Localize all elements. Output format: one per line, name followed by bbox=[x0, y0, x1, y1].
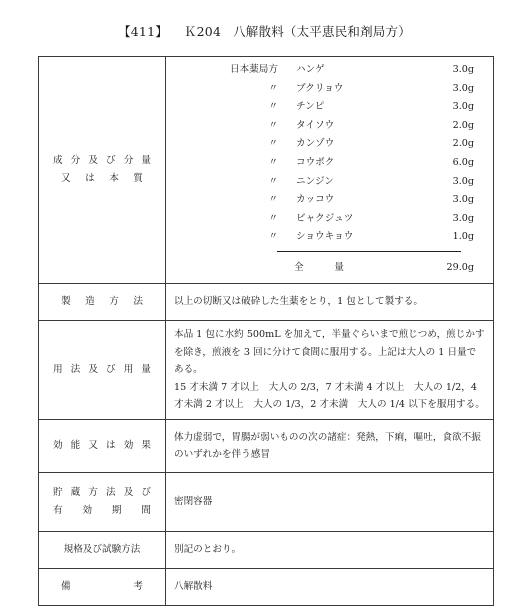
ingredient-source: 〃 bbox=[268, 231, 278, 243]
efficacy-value: 体力虚弱で，胃腸が弱いものの次の諸症：発熱，下痢，嘔吐，食欲不振のいずれかを伴う感冒 bbox=[166, 420, 494, 473]
ingredient-name: カンゾウ bbox=[296, 138, 335, 150]
manufacturing-label: 製造方法 bbox=[39, 284, 166, 321]
dosage-text-children: 15 才未満 7 才以上 大人の 2/3，7 才未満 4 才以上 大人の 1/2，4 才未満 2 才以上 大人の 1/3，2 才未満 大人の 1/4 以下を服用する。 bbox=[174, 381, 485, 411]
ingredient-row bbox=[174, 80, 485, 98]
ingredient-row bbox=[174, 98, 485, 116]
standards-value: 別記のとおり。 bbox=[166, 532, 494, 569]
standards-label: 規格及び試験方法 bbox=[39, 532, 166, 569]
total-underline bbox=[277, 251, 461, 252]
ingredient-row bbox=[174, 154, 485, 172]
ingredient-row bbox=[174, 210, 485, 228]
ingredient-source: 〃 bbox=[268, 119, 278, 131]
composition-value bbox=[166, 57, 494, 284]
ingredient-name: タイソウ bbox=[296, 119, 335, 131]
standards-row bbox=[39, 532, 494, 569]
ingredient-amount: 6.0g bbox=[452, 157, 474, 168]
composition-label bbox=[39, 57, 166, 284]
ingredient-list bbox=[174, 61, 485, 279]
total-amount: 29.0g bbox=[446, 262, 474, 273]
ingredient-source: 〃 bbox=[268, 212, 278, 224]
ingredient-source: 〃 bbox=[268, 82, 278, 94]
ingredient-source: 〃 bbox=[268, 175, 278, 187]
composition-label-line2: 又は本質 bbox=[61, 173, 143, 184]
total-label-a: 全 bbox=[294, 262, 304, 273]
ingredient-source: 日本薬局方 bbox=[230, 64, 278, 75]
dosage-row bbox=[39, 321, 494, 420]
ingredient-amount: 1.0g bbox=[452, 231, 474, 243]
ingredient-row bbox=[174, 228, 485, 246]
ingredient-source: 〃 bbox=[268, 194, 278, 206]
ingredient-amount: 3.0g bbox=[452, 82, 474, 94]
ingredient-name: ハンゲ bbox=[296, 64, 325, 75]
ingredient-row bbox=[174, 191, 485, 209]
specification-table bbox=[38, 56, 494, 606]
ingredient-name: カッコウ bbox=[296, 194, 335, 206]
ingredient-amount: 3.0g bbox=[452, 194, 474, 206]
ingredient-name: ブクリョウ bbox=[296, 82, 344, 94]
storage-value: 密閉容器 bbox=[166, 473, 494, 532]
manufacturing-value: 以上の切断又は破砕した生薬をとり，1 包として製する。 bbox=[166, 284, 494, 321]
ingredient-name: ショウキョウ bbox=[296, 231, 354, 243]
storage-label-line1: 貯蔵方法及び bbox=[53, 487, 151, 498]
manufacturing-row bbox=[39, 284, 494, 321]
ingredient-amount: 3.0g bbox=[452, 64, 474, 75]
dosage-value bbox=[166, 321, 494, 420]
entry-number: 【411】 bbox=[118, 24, 168, 39]
storage-label-line2: 有効期間 bbox=[53, 505, 151, 516]
composition-label-line1: 成分及び分量 bbox=[53, 155, 151, 166]
ingredient-row bbox=[174, 173, 485, 191]
ingredient-row bbox=[174, 135, 485, 153]
remarks-label: 備考 bbox=[39, 569, 166, 606]
ingredient-name: チンピ bbox=[296, 101, 325, 113]
composition-row bbox=[39, 57, 494, 284]
ingredient-amount: 3.0g bbox=[452, 101, 474, 113]
total-label-b: 量 bbox=[334, 262, 344, 273]
efficacy-row bbox=[39, 420, 494, 473]
ingredient-source: 〃 bbox=[268, 138, 278, 150]
page-title bbox=[0, 22, 529, 40]
storage-label bbox=[39, 473, 166, 532]
total-row bbox=[174, 259, 485, 277]
remarks-value: 八解散料 bbox=[166, 569, 494, 606]
ingredient-row bbox=[174, 117, 485, 135]
dosage-label: 用法及び用量 bbox=[39, 321, 166, 420]
dosage-text-main: 本品 1 包に水約 500mL を加えて，半量ぐらいまで煎じつめ，煎じかすを除き，煎液を 3 回に分けて食間に服用する。上記は大人の 1 日量である。 bbox=[174, 329, 485, 376]
formula-name: 八解散料（太平恵民和剤局方） bbox=[233, 24, 411, 39]
ingredient-amount: 2.0g bbox=[452, 119, 474, 131]
ingredient-source: 〃 bbox=[268, 101, 278, 113]
entry-code: Ｋ204 bbox=[183, 24, 222, 39]
ingredient-source: 〃 bbox=[268, 157, 278, 168]
storage-row bbox=[39, 473, 494, 532]
ingredient-amount: 3.0g bbox=[452, 175, 474, 187]
ingredient-row bbox=[174, 61, 485, 79]
ingredient-name: ニンジン bbox=[296, 175, 334, 187]
efficacy-label: 効能又は効果 bbox=[39, 420, 166, 473]
ingredient-name: ビャクジュツ bbox=[296, 212, 354, 224]
ingredient-amount: 2.0g bbox=[452, 138, 474, 150]
ingredient-name: コウボク bbox=[296, 157, 335, 168]
ingredient-amount: 3.0g bbox=[452, 212, 474, 224]
